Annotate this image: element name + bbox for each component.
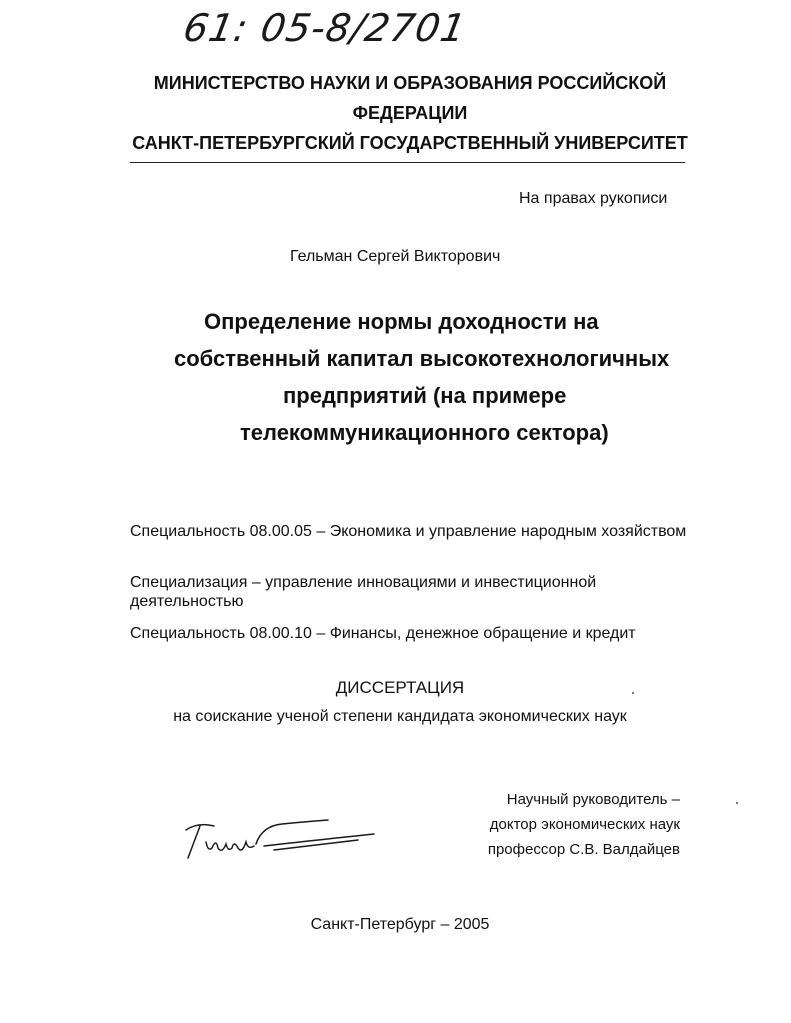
university-name: САНКТ-ПЕТЕРБУРГСКИЙ ГОСУДАРСТВЕННЫЙ УНИВЕРСИТЕТ (132, 133, 688, 153)
specialty-1: Специальность 08.00.05 – Экономика и управление народным хозяйством (130, 523, 687, 540)
ministry-line-1: МИНИСТЕРСТВО НАУКИ И ОБРАЗОВАНИЯ РОССИЙСКОЙ (153, 73, 667, 93)
ministry-line-2: ФЕДЕРАЦИИ (352, 103, 468, 123)
author-name: Гельман Сергей Викторович (290, 248, 501, 265)
title-line-1: Определение нормы доходности на (204, 309, 599, 334)
scan-speck (736, 802, 738, 804)
title-line-3: предприятий (на примере (283, 383, 567, 408)
signature-icon (178, 808, 378, 868)
supervisor-role: Научный руководитель – (506, 791, 680, 808)
title-line-4: телекоммуникационного сектора) (240, 420, 609, 445)
title-line-2: собственный капитал высокотехнологичных (174, 346, 670, 371)
place-year: Санкт-Петербург – 2005 (310, 916, 490, 933)
dissertation-label: ДИССЕРТАЦИЯ (335, 678, 465, 697)
header-divider (130, 162, 685, 163)
specialization: Специализация – управление инновациями и инвестиционной деятельностью (130, 574, 597, 610)
archive-mark: 61: 05-8/2701 (180, 6, 470, 50)
supervisor-name: профессор С.В. Валдайцев (487, 841, 680, 858)
manuscript-note: На правах рукописи (519, 190, 668, 207)
dissertation-purpose: на соискание ученой степени кандидата экономических наук (173, 708, 627, 725)
supervisor-degree: доктор экономических наук (489, 816, 680, 833)
specialty-2: Специальность 08.00.10 – Финансы, денежное обращение и кредит (130, 625, 636, 642)
scan-speck (632, 692, 634, 694)
